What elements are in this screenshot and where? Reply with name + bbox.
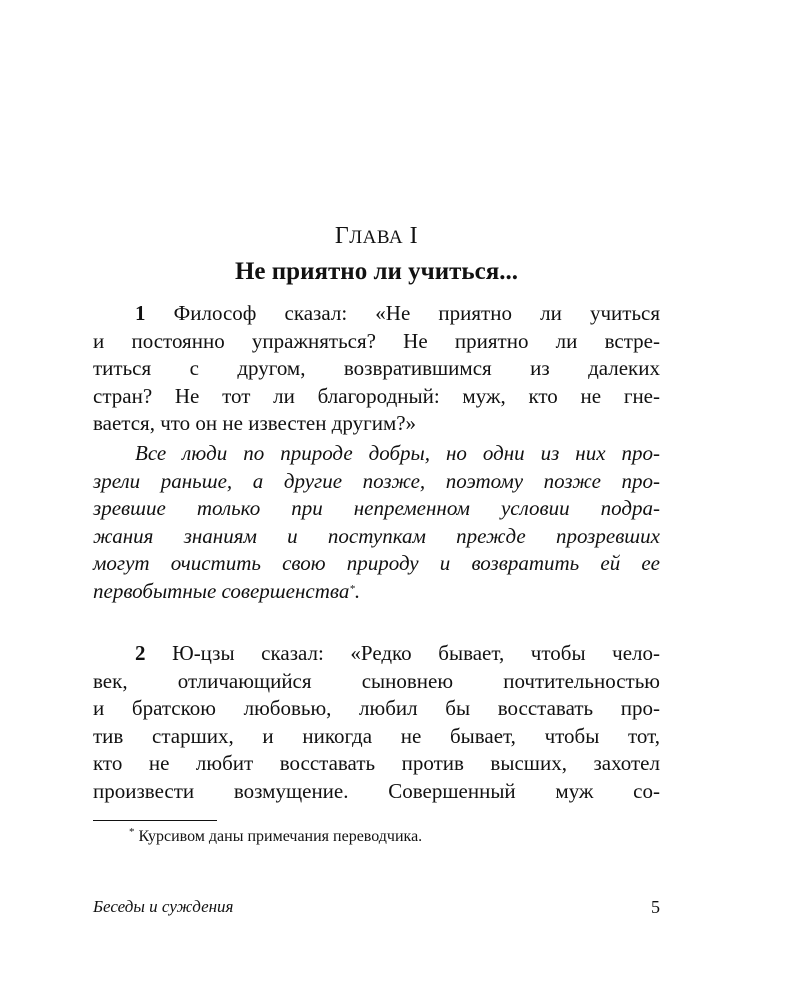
chapter-label <box>93 222 660 252</box>
section-2-number: 2 <box>135 641 146 665</box>
section-1-line: вается, что он не известен другим?» <box>93 411 417 435</box>
comment-line: жания знаниям и поступкам прежде прозревших <box>93 523 660 548</box>
section-2-line: кто не любит восставать против высших, захотел <box>93 751 660 775</box>
comment-line: могут очистить свою природу и возвратить ей ее <box>93 551 660 575</box>
section-1-line: 1 Философ сказал: «Не приятно ли учиться <box>135 301 660 325</box>
chapter-title: Не приятно ли учиться... <box>234 258 519 285</box>
footnote <box>129 827 422 847</box>
comment-line: зрели раньше, а другие позже, поэтому позже про- <box>93 468 660 493</box>
section-2-line: произвести возмущение. Совершенный муж со- <box>93 778 660 803</box>
section-2-line: тив старших, и никогда не бывает, чтобы тот, <box>93 723 660 748</box>
page-number: 5 <box>651 897 660 917</box>
footnote-marker: * <box>129 826 135 838</box>
book-page <box>93 0 660 1000</box>
section-2-line: и братскою любовью, любил бы восставать про- <box>93 696 660 720</box>
section-1-line: титься с другом, возвратившимся из далеких <box>93 356 660 380</box>
translator-comment-1 <box>93 440 660 605</box>
comment-line: Все люди по природе добры, но одни из них про- <box>135 441 660 465</box>
section-1-text <box>93 300 660 438</box>
footnote-divider <box>93 820 217 821</box>
footnote-text: Курсивом даны примечания переводчика. <box>138 828 423 845</box>
section-2-text <box>93 640 660 805</box>
comment-line: зревшие только при непременном условии подра- <box>93 496 660 520</box>
chapter-label-rest: ЛАВА <box>349 227 404 248</box>
section-1-line: и постоянно упражняться? Не приятно ли встре- <box>93 328 660 353</box>
section-2-line: 2 Ю-цзы сказал: «Редко бывает, чтобы чело- <box>135 641 661 665</box>
running-title: Беседы и суждения <box>93 897 234 916</box>
chapter-label-initial: Г <box>334 223 350 249</box>
section-1-number: 1 <box>135 301 146 325</box>
footnote-marker: * <box>349 582 355 595</box>
chapter-numeral: I <box>409 223 419 249</box>
section-1-line: стран? Не тот ли благородный: муж, кто не гне- <box>93 383 660 408</box>
section-2-line: век, отличающийся сыновнею почтительностью <box>93 668 660 693</box>
comment-line: первобытные совершенства*. <box>93 578 361 603</box>
